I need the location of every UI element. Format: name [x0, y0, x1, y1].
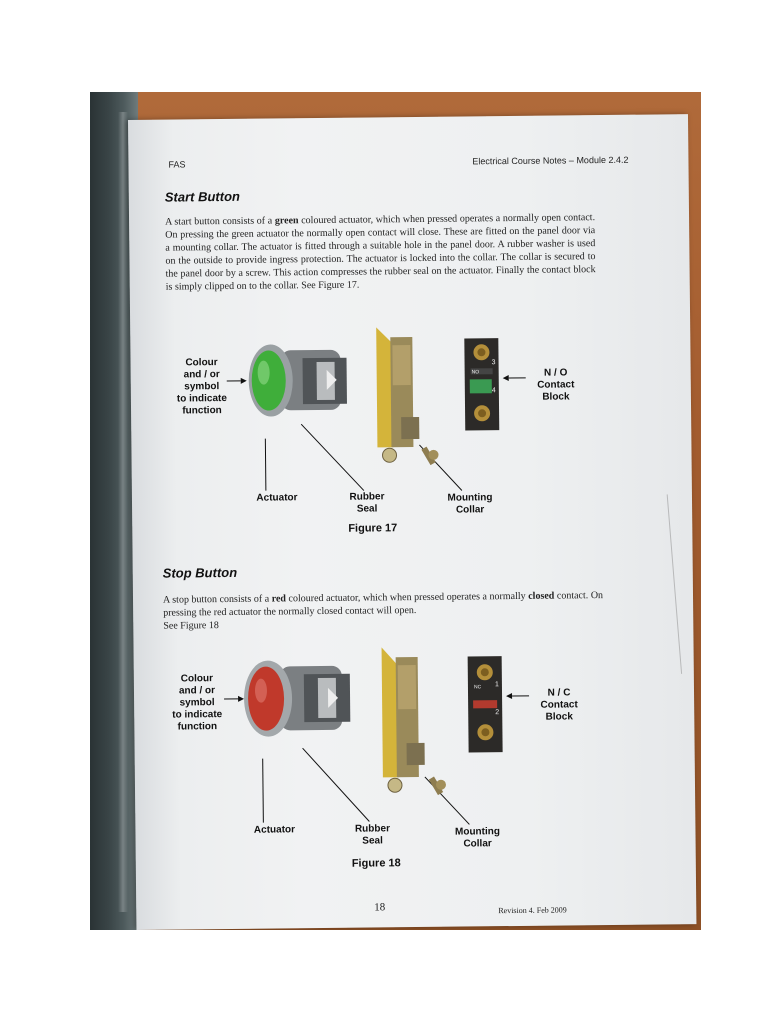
stop-section-title: Stop Button — [162, 564, 238, 581]
start-para-post: coloured actuator, which when pressed operates a normally open contact. On pressing the green actuator the normally open contact will close. These are fitted on the panel door via a mounting collar. The actuator is fitted through a suitable hole in the panel door. A rubber washer is used on the outside to provide ingress protection. The actuator is locked into the collar. The collar is secured to the panel door by a screw. This action compresses the rubber seal on the actuator. Finally the contact block is simply clipped on to the collar. See Figure 17. — [165, 212, 596, 293]
fig18-terminal-2: 2 — [495, 709, 500, 717]
fig17-terminal-3: 3 — [491, 359, 496, 367]
photo-background — [90, 92, 701, 930]
fig17-terminal-4: 4 — [491, 387, 496, 395]
fig17-actuator-label: Actuator — [256, 492, 298, 504]
stop-para-bold2: closed — [528, 590, 555, 602]
fig17-seal-label: Rubber Seal — [349, 491, 385, 515]
figure-18-caption: Figure 18 — [351, 857, 401, 870]
fig18-actuator-label: Actuator — [253, 824, 296, 836]
start-para-pre: A start button consists of a — [165, 215, 275, 228]
mounting-collar-2 — [382, 647, 447, 796]
binder-plastic-sheen — [118, 112, 128, 912]
page-number: 18 — [374, 901, 386, 914]
fig18-seal-leader — [303, 748, 370, 823]
fig18-actuator-leader — [263, 759, 264, 823]
figure-17-caption: Figure 17 — [348, 522, 398, 535]
stop-para-post: coloured actuator, which when pressed operates a normally — [285, 590, 529, 605]
nc-contact-block — [468, 656, 503, 752]
fig18-contact-label: N / C Contact Block — [540, 687, 578, 723]
fig17-no-text: NO — [471, 369, 480, 376]
fig18-contact-arrowhead — [506, 693, 512, 699]
fig17-colour-label: Colour and / or symbol to indicate function — [176, 357, 227, 417]
stop-para-bold: red — [271, 593, 287, 605]
fig18-nc-text: NC — [473, 684, 482, 691]
fig18-seal-label: Rubber Seal — [354, 823, 390, 847]
header-right: Electrical Course Notes – Module 2.4.2 — [472, 154, 629, 167]
revision-note: Revision 4. Feb 2009 — [498, 905, 567, 916]
stop-para-line2: See Figure 18 — [163, 620, 219, 632]
start-para-bold: green — [274, 215, 299, 227]
start-section-title: Start Button — [164, 188, 240, 205]
document-page — [128, 114, 696, 930]
stop-para-pre: A stop button consists of a — [162, 593, 272, 606]
fig18-colour-label: Colour and / or symbol to indicate function — [172, 673, 223, 733]
fig18-colour-arrowhead — [238, 696, 244, 702]
fig17-contact-label: N / O Contact Block — [537, 367, 575, 403]
red-actuator-button — [244, 660, 351, 737]
fig18-terminal-1: 1 — [494, 681, 499, 689]
fig17-collar-label: Mounting Collar — [447, 492, 493, 516]
figure-18-drawing — [128, 114, 696, 930]
fig18-collar-label: Mounting Collar — [454, 826, 501, 850]
stop-para-post2: contact. On pressing the red actuator the normally closed contact will open. — [163, 590, 604, 619]
header-left: FAS — [168, 159, 186, 170]
